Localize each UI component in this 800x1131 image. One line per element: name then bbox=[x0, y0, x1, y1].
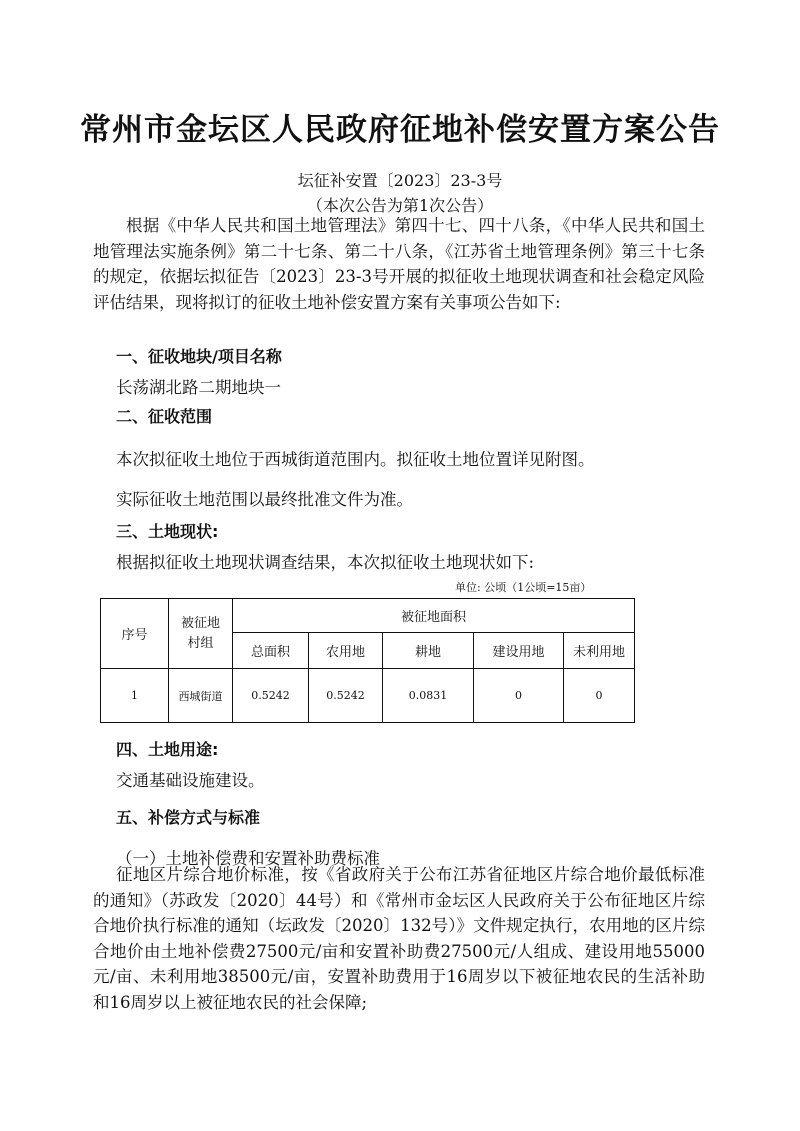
header-farmland: 农用地 bbox=[309, 633, 383, 669]
cell-farmland: 0.5242 bbox=[309, 669, 383, 723]
header-area-group: 被征地面积 bbox=[233, 599, 635, 633]
subsection-1-heading: （一）土地补偿费和安置补助费标准 bbox=[116, 849, 380, 868]
header-serial: 序号 bbox=[101, 599, 169, 669]
header-village-label: 被征地村组 bbox=[181, 615, 221, 651]
section-3-heading: 三、土地现状: bbox=[116, 522, 219, 541]
cell-village: 西城街道 bbox=[169, 669, 233, 723]
table-unit-note: 单位: 公顷（1公顷=15亩） bbox=[455, 581, 592, 594]
compensation-paragraph: 征地区片综合地价标准，按《省政府关于公布江苏省征地区片综合地价最低标准的通知》（苏政发〔2020〕44号）和《常州市金坛区人民政府关于公布征地区片综合地价执行标准的通知（坛政发〔2020〕132号）》文件规定执行，农用地的区片综合地价由土地补偿费27500元/亩和安置补助费27500元/人组成、建设用地55000元/亩、未利用地38500元/亩，安置补助费用于16周岁以下被征地农民的生活补助和16周岁以上被征地农民的社会保障; bbox=[93, 865, 705, 1012]
section-5-heading: 五、补偿方式与标准 bbox=[116, 808, 261, 827]
document-number: 坛征补安置〔2023〕23-3号 bbox=[297, 171, 503, 190]
cell-unused: 0 bbox=[564, 669, 635, 723]
cell-construction: 0 bbox=[474, 669, 564, 723]
section-4-heading: 四、土地用途: bbox=[116, 740, 219, 759]
cell-total-area: 0.5242 bbox=[233, 669, 309, 723]
cell-cultivated: 0.0831 bbox=[383, 669, 474, 723]
intro-paragraph: 根据《中华人民共和国土地管理法》第四十七、四十八条，《中华人民共和国土地管理法实施条例》第二十七条、第二十八条，《江苏省土地管理条例》第三十七条的规定，依据坛拟征告〔2023〕23-3号开展的拟征收土地现状调查和社会稳定风险评估结果，现将拟订的征收土地补偿安置方案有关事项公告如下: bbox=[93, 216, 705, 312]
announcement-number: （本次公告为第1次公告） bbox=[306, 196, 494, 215]
scope-text-2: 实际征收土地范围以最终批准文件为准。 bbox=[116, 490, 413, 509]
land-status-intro: 根据拟征收土地现状调查结果，本次拟征收土地现状如下: bbox=[116, 553, 535, 572]
header-construction: 建设用地 bbox=[474, 633, 564, 669]
scope-text-1: 本次拟征收土地位于西城街道范围内。拟征收土地位置详见附图。 bbox=[116, 450, 595, 469]
land-status-table bbox=[100, 598, 635, 723]
header-cultivated: 耕地 bbox=[383, 633, 474, 669]
cell-serial: 1 bbox=[101, 669, 169, 723]
header-total-area: 总面积 bbox=[233, 633, 309, 669]
section-2-heading: 二、征收范围 bbox=[116, 407, 213, 426]
table-row bbox=[101, 669, 635, 723]
header-unused: 未利用地 bbox=[564, 633, 635, 669]
project-name: 长荡湖北路二期地块一 bbox=[116, 378, 281, 397]
section-1-heading: 一、征收地块/项目名称 bbox=[116, 347, 282, 366]
document-title: 常州市金坛区人民政府征地补偿安置方案公告 bbox=[80, 112, 720, 148]
header-village bbox=[169, 599, 233, 669]
land-use-text: 交通基础设施建设。 bbox=[116, 771, 265, 790]
